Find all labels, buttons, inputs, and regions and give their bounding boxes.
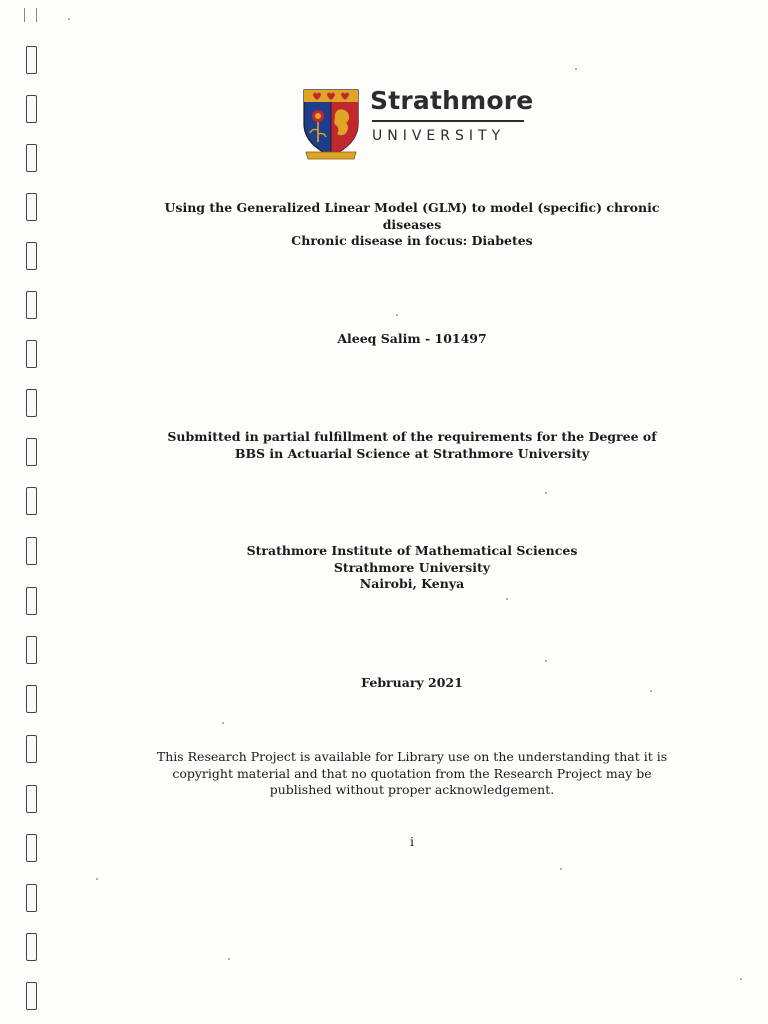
scan-speck bbox=[575, 68, 577, 70]
scan-speck bbox=[228, 958, 230, 960]
scan-speck bbox=[396, 314, 398, 316]
page-number-text: i bbox=[410, 834, 414, 849]
page-number bbox=[100, 834, 724, 851]
copyright-notice bbox=[100, 749, 724, 799]
title-line: Using the Generalized Linear Model (GLM) to model (specific) chronic bbox=[164, 200, 660, 215]
binding-hole bbox=[26, 587, 37, 615]
scan-speck bbox=[545, 492, 547, 494]
notice-line: copyright material and that no quotation from the Research Project may be bbox=[172, 765, 652, 781]
binding-hole bbox=[26, 982, 37, 1010]
logo-divider bbox=[372, 120, 524, 122]
binding-hole bbox=[26, 487, 37, 515]
submission-line: BBS in Actuarial Science at Strathmore University bbox=[234, 445, 590, 461]
binding-hole bbox=[26, 389, 37, 417]
binding-hole bbox=[26, 242, 37, 270]
binding-tick bbox=[36, 8, 37, 22]
binding-edge bbox=[0, 0, 60, 1024]
crest-icon bbox=[300, 86, 362, 162]
binding-hole bbox=[26, 438, 37, 466]
binding-hole bbox=[26, 884, 37, 912]
scan-speck bbox=[68, 18, 70, 20]
author-name: Aleeq Salim - 101497 bbox=[337, 331, 487, 346]
binding-hole bbox=[26, 537, 37, 565]
scan-speck bbox=[545, 660, 547, 662]
university-logo bbox=[300, 86, 534, 164]
binding-hole bbox=[26, 340, 37, 368]
title-line: diseases bbox=[382, 216, 442, 232]
binding-hole bbox=[26, 46, 37, 74]
scan-speck bbox=[506, 598, 508, 600]
binding-hole bbox=[26, 785, 37, 813]
title-line: Chronic disease in focus: Diabetes bbox=[291, 233, 533, 248]
author-block bbox=[100, 331, 724, 348]
notice-line: This Research Project is available for Library use on the understanding that it is bbox=[156, 749, 668, 764]
scan-speck bbox=[222, 722, 224, 724]
date-block bbox=[100, 675, 724, 692]
thesis-title bbox=[100, 200, 724, 250]
binding-hole bbox=[26, 735, 37, 763]
institution-line: Strathmore University bbox=[333, 559, 491, 575]
scan-speck bbox=[740, 978, 742, 980]
scan-speck bbox=[96, 878, 98, 880]
binding-hole bbox=[26, 685, 37, 713]
binding-hole bbox=[26, 636, 37, 664]
logo-wordmark: Strathmore bbox=[370, 86, 534, 115]
notice-line: published without proper acknowledgement. bbox=[269, 782, 555, 797]
binding-hole bbox=[26, 144, 37, 172]
logo-subtitle: UNIVERSITY bbox=[372, 128, 506, 144]
binding-hole bbox=[26, 933, 37, 961]
binding-hole bbox=[26, 291, 37, 319]
scan-speck bbox=[560, 868, 562, 870]
submission-date: February 2021 bbox=[361, 675, 463, 690]
binding-hole bbox=[26, 193, 37, 221]
submission-line: Submitted in partial fulfillment of the requirements for the Degree of bbox=[167, 429, 657, 444]
submission-statement bbox=[100, 429, 724, 462]
binding-tick bbox=[24, 8, 25, 22]
institution-line: Strathmore Institute of Mathematical Sciences bbox=[246, 543, 578, 558]
institution-block bbox=[100, 543, 724, 593]
binding-hole bbox=[26, 95, 37, 123]
binding-hole bbox=[26, 834, 37, 862]
institution-line: Nairobi, Kenya bbox=[359, 576, 465, 591]
